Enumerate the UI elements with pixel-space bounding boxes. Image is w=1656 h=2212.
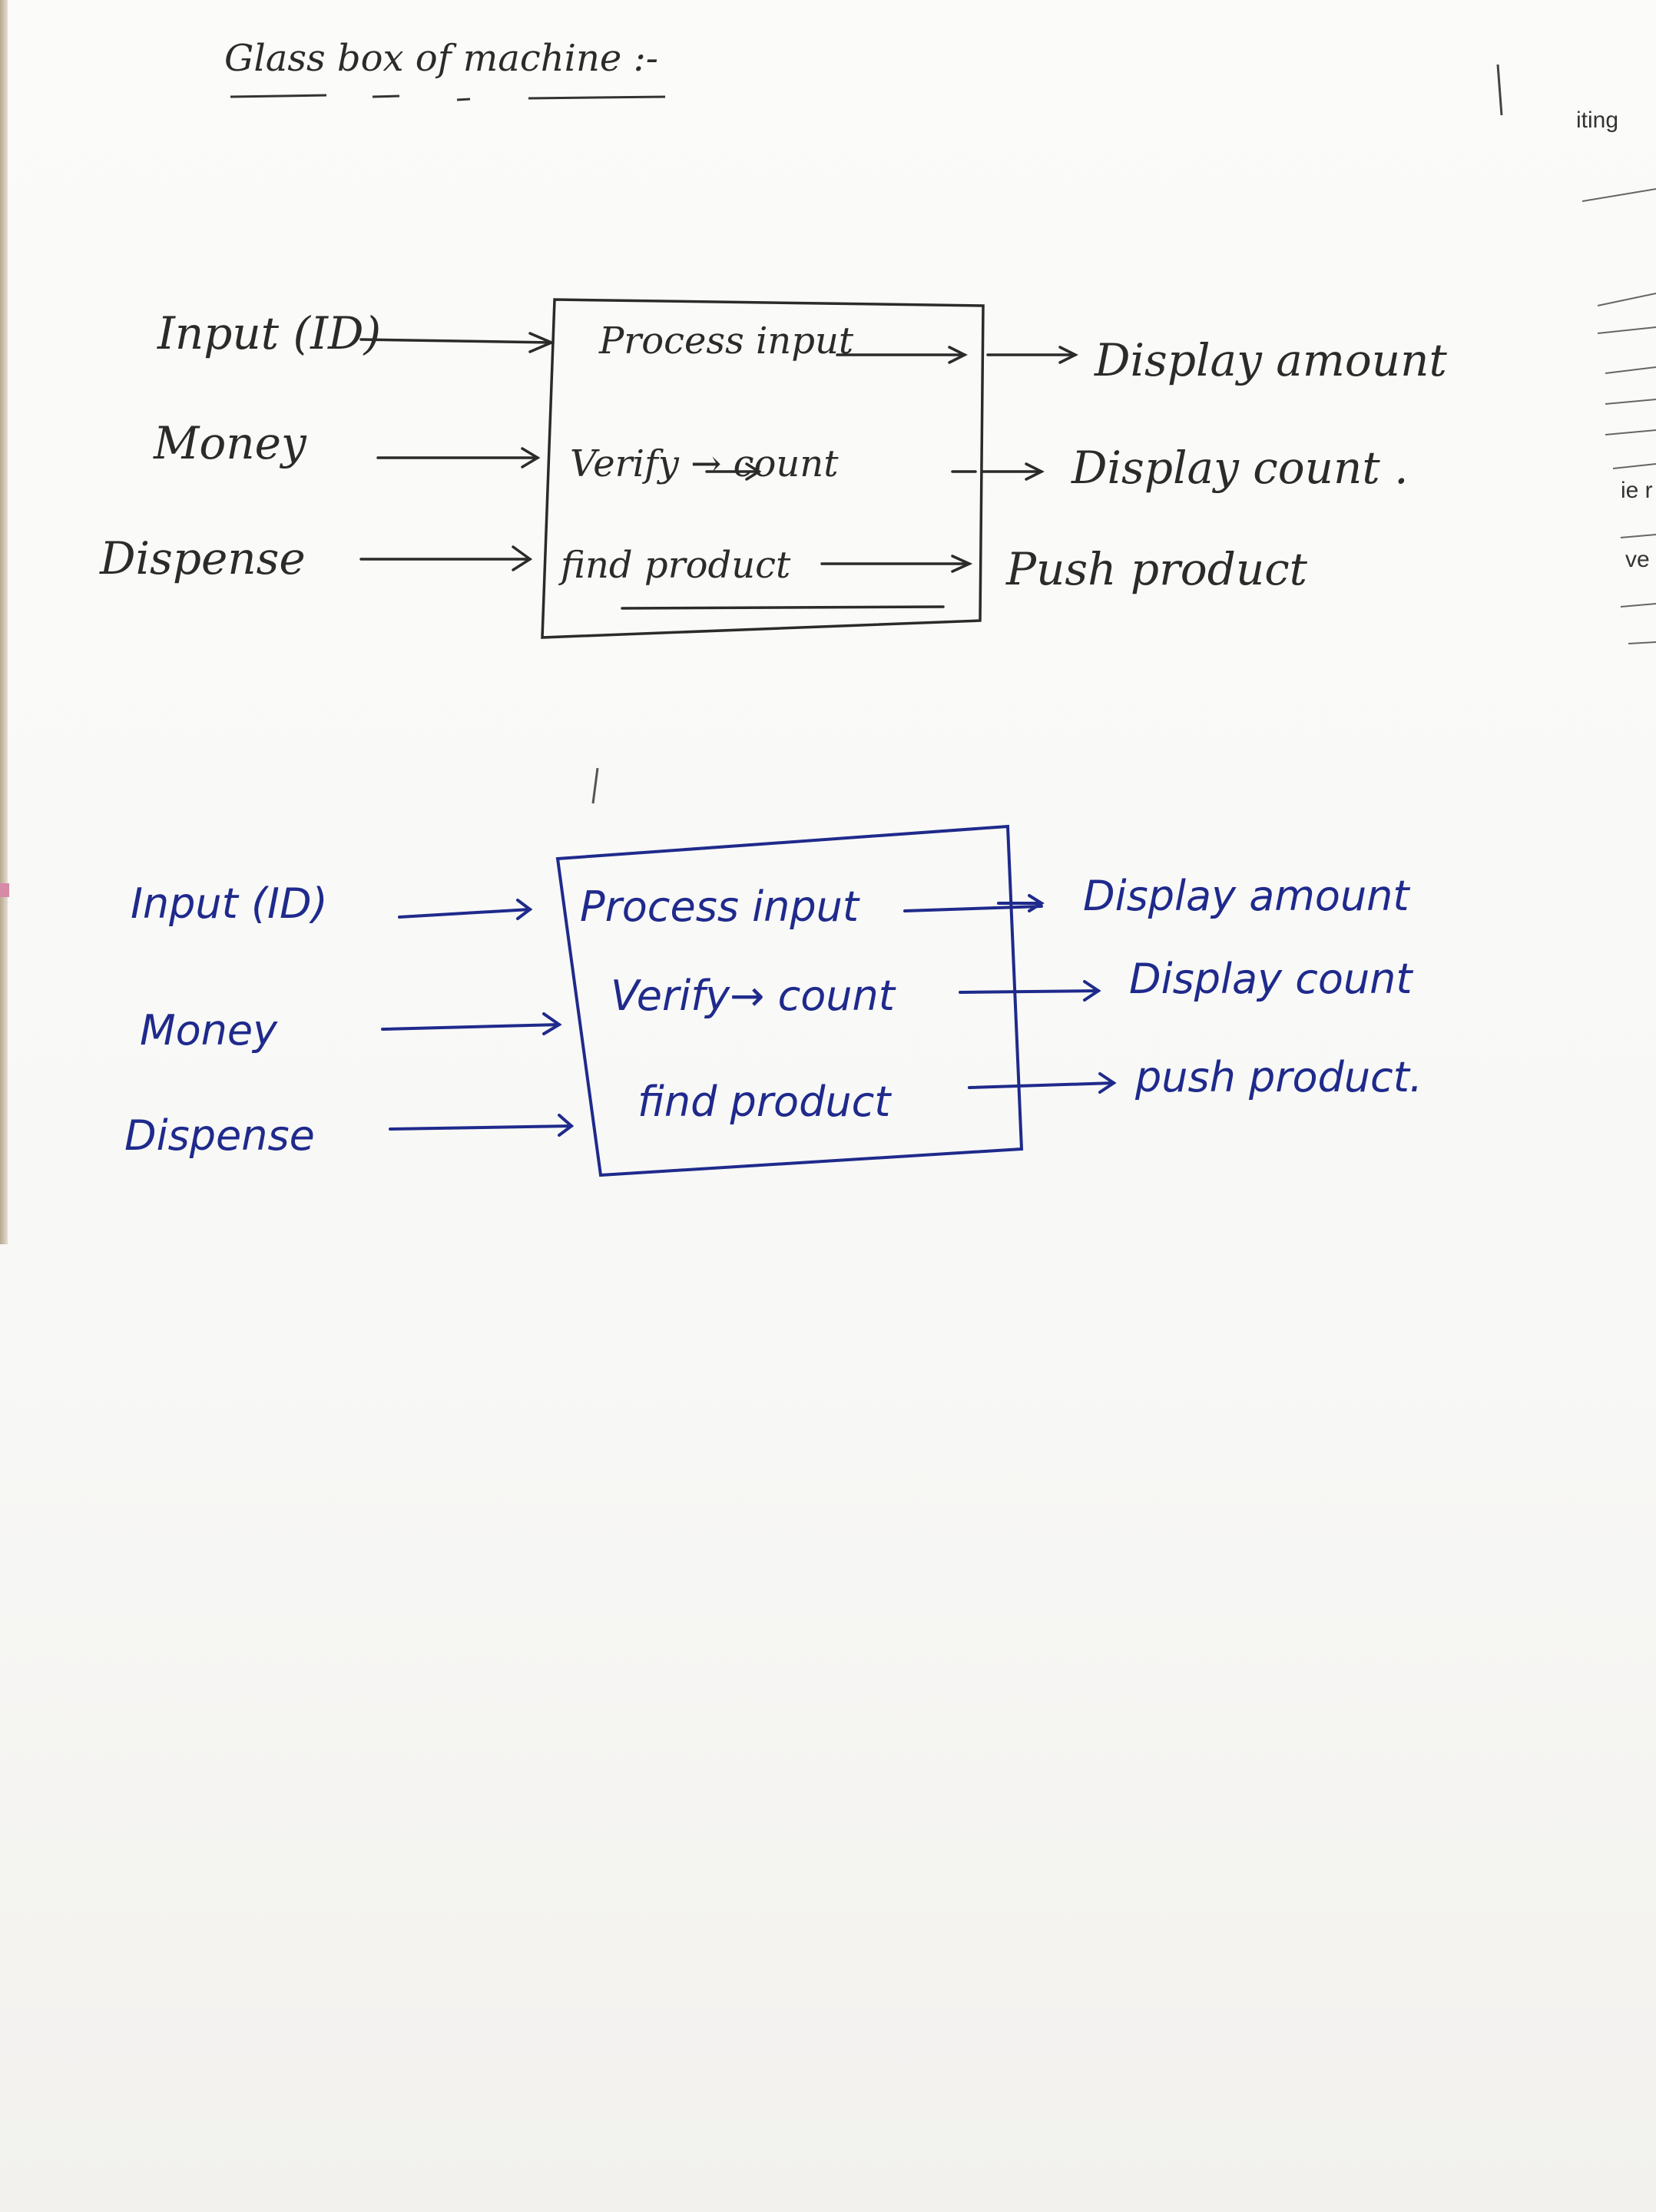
arrow — [383, 1025, 559, 1029]
arrow — [969, 1083, 1114, 1088]
input-label: Money — [140, 1006, 278, 1055]
input-label: Dispense — [124, 1111, 315, 1160]
arrow — [905, 906, 1042, 911]
edge-snippet: ie r — [1621, 478, 1653, 503]
output-label: Display amount — [1083, 872, 1409, 920]
output-label: Display count . — [1071, 442, 1409, 494]
process-step: Process input — [599, 320, 854, 363]
process-step: Process input — [580, 882, 859, 931]
arrow — [390, 1126, 571, 1129]
output-label: Display amount — [1095, 334, 1447, 386]
input-label: Dispense — [100, 532, 306, 584]
edge-snippet: ve — [1625, 547, 1650, 572]
process-step: Verify→ count — [611, 972, 895, 1020]
input-label: Money — [154, 417, 306, 469]
process-box — [558, 826, 1022, 1175]
page-title: Glass box of machine :- — [224, 37, 658, 80]
arrow — [960, 991, 1098, 992]
input-label: Input (ID) — [131, 879, 328, 928]
arrow — [399, 909, 530, 917]
input-label: Input (ID) — [157, 307, 382, 359]
output-label: Display count — [1129, 955, 1413, 1003]
process-step: find product — [561, 544, 791, 587]
process-step: find product — [638, 1078, 891, 1126]
output-label: push product. — [1135, 1053, 1423, 1101]
output-label: Push product — [1006, 543, 1307, 595]
process-step: Verify → count — [570, 442, 839, 485]
edge-snippet: iting — [1576, 108, 1619, 133]
